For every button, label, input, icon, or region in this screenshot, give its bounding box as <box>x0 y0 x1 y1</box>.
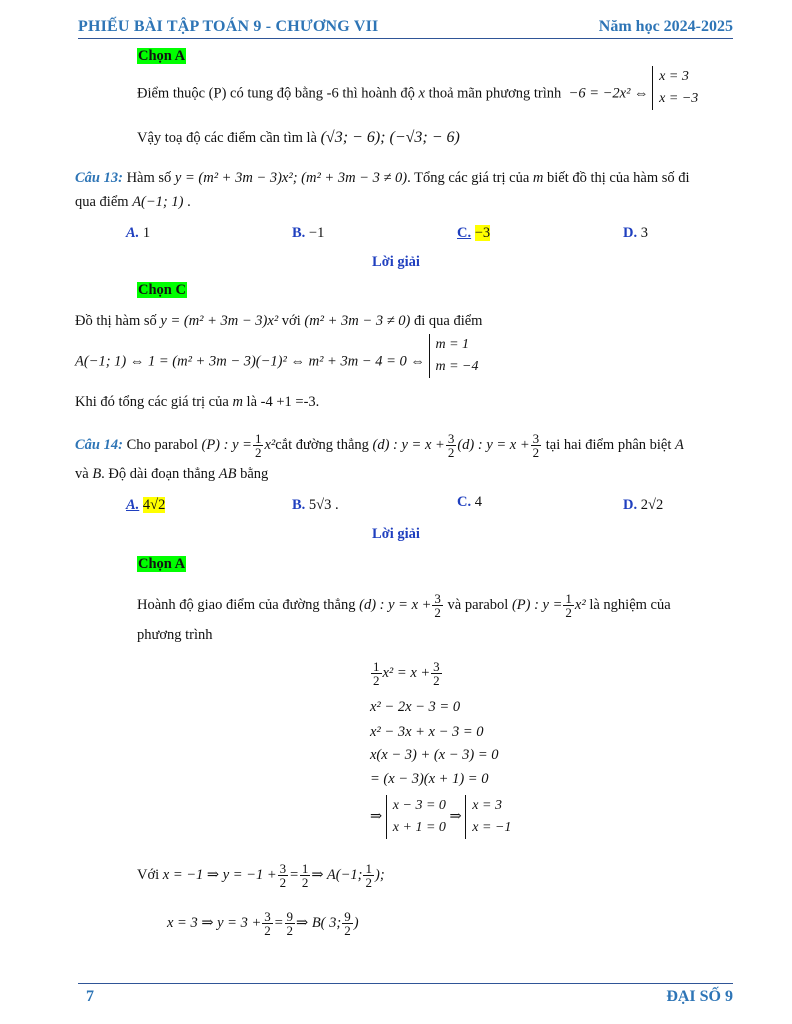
fraction: $\frac{3}{2}$ <box>532 431 540 460</box>
solution-paragraph-2: Vậy toạ độ các điểm cần tìm là (√3; − 6); (−√3; − 6) <box>137 129 460 146</box>
q14-option-a[interactable]: A. 4√2 <box>126 497 166 513</box>
q14-option-b[interactable]: B. 5√3 . <box>292 497 339 513</box>
q13-option-b[interactable]: B. −1 <box>292 225 325 241</box>
footer-subject: ĐẠI SỐ 9 <box>666 988 733 1005</box>
header-title: PHIẾU BÀI TẬP TOÁN 9 - CHƯƠNG VII <box>78 18 379 35</box>
solution-13-line-1: Đồ thị hàm số y = (m² + 3m − 3)x² với (m² + 3m − 3 ≠ 0) đi qua điểm <box>75 313 483 329</box>
q13-option-a[interactable]: A. 1 <box>126 225 151 241</box>
solution-heading-14: Lời giải <box>372 526 420 542</box>
solution-paragraph-1: Điểm thuộc (P) có tung độ bằng -6 thì hoành độ x thoả mãn phương trình −6 = −2x² ⇔ x = 3 x = −3 <box>137 78 698 110</box>
fraction: $\frac{9}{2}$ <box>344 909 351 938</box>
fraction: $\frac{1}{2}$ <box>254 431 262 460</box>
case-bracket: m = 1 m = −4 <box>429 334 479 378</box>
fraction: $\frac{3}{2}$ <box>447 431 455 460</box>
solution-13-line-2: A(−1; 1) ⇔ 1 = (m² + 3m − 3)(−1)² ⇔ m² + 3m − 4 = 0 ⇔ m = 1 m = −4 <box>75 346 479 378</box>
answer-choice-prev: Chọn A <box>138 48 186 64</box>
equation-step-cases: ⇒ x − 3 = 0 x + 1 = 0 ⇒ x = 3 x = −1 <box>370 795 511 839</box>
page-footer <box>78 983 733 1008</box>
solution-14-point-b: x = 3 ⇒ y = 3 + $\frac{3}{2}$ = $\frac{9}{2}$ ⇒ B( 3; $\frac{9}{2}$ ) <box>167 909 359 938</box>
fraction: $\frac{1}{2}$ <box>301 861 309 890</box>
case-bracket: x = 3 x = −1 <box>465 795 511 839</box>
solution-13-line-3: Khi đó tổng các giá trị của m là -4 +1 =-3. <box>75 394 320 410</box>
answer-choice-14: Chọn A <box>138 556 186 572</box>
solution-14-point-a: Với x = −1 ⇒ y = −1 + $\frac{3}{2}$ = $\frac{1}{2}$ ⇒ A(−1; $\frac{1}{2}$ ); <box>137 861 385 890</box>
header-school-year: Năm học 2024-2025 <box>598 18 733 35</box>
question-13: Câu 13: Hàm số y = (m² + 3m − 3)x²; (m² + 3m − 3 ≠ 0). Tổng các giá trị của m biết đồ thị của hàm số đi <box>75 170 690 186</box>
question-13-line-2: qua điểm A(−1; 1) . <box>75 194 191 210</box>
fraction: $\frac{1}{2}$ <box>565 591 572 620</box>
equation-step-4: = (x − 3)(x + 1) = 0 <box>370 771 489 787</box>
solution-14-line-1: Hoành độ giao điểm của đường thẳng (d) : y = x + $\frac{3}{2}$ và parabol (P) : y = $\frac{1}{2}$ x² là nghiệm của <box>137 591 671 620</box>
question-14-line-2: và B. Độ dài đoạn thẳng AB bằng <box>75 466 269 482</box>
page-number: 7 <box>86 988 94 1005</box>
fraction: $\frac{1}{2}$ <box>365 861 372 890</box>
q13-option-d[interactable]: D. 3 <box>623 225 648 241</box>
equation-step-0: $\frac{1}{2}$ x² = x + $\frac{3}{2}$ <box>373 659 440 688</box>
q14-option-c[interactable]: C. 4 <box>457 494 482 510</box>
question-14: Câu 14: Cho parabol (P) : y = $\frac{1}{2}$ x²cắt đường thẳng (d) : y = x + $\frac{3}{2}$ (d) : y = x + $\frac{3}{2}$ tại hai điểm phân biệt A <box>75 431 684 460</box>
answer-choice-13: Chọn C <box>138 282 186 298</box>
equation-step-2: x² − 3x + x − 3 = 0 <box>370 724 484 740</box>
solution-14-line-2: phương trình <box>137 627 213 643</box>
q13-option-c[interactable]: C. −3 <box>457 225 491 241</box>
solution-heading-13: Lời giải <box>372 254 420 270</box>
fraction: $\frac{3}{2}$ <box>434 591 441 620</box>
equation-step-3: x(x − 3) + (x − 3) = 0 <box>370 747 499 763</box>
fraction: $\frac{9}{2}$ <box>286 909 294 938</box>
fraction: $\frac{3}{2}$ <box>264 909 271 938</box>
case-bracket: x − 3 = 0 x + 1 = 0 <box>386 795 446 839</box>
fraction: $\frac{1}{2}$ <box>373 659 380 688</box>
equation-step-1: x² − 2x − 3 = 0 <box>370 699 461 715</box>
q14-option-d[interactable]: D. 2√2 <box>623 497 664 513</box>
fraction: $\frac{3}{2}$ <box>433 659 440 688</box>
fraction: $\frac{3}{2}$ <box>279 861 287 890</box>
case-bracket: x = 3 x = −3 <box>652 66 698 110</box>
page-header <box>78 16 733 39</box>
